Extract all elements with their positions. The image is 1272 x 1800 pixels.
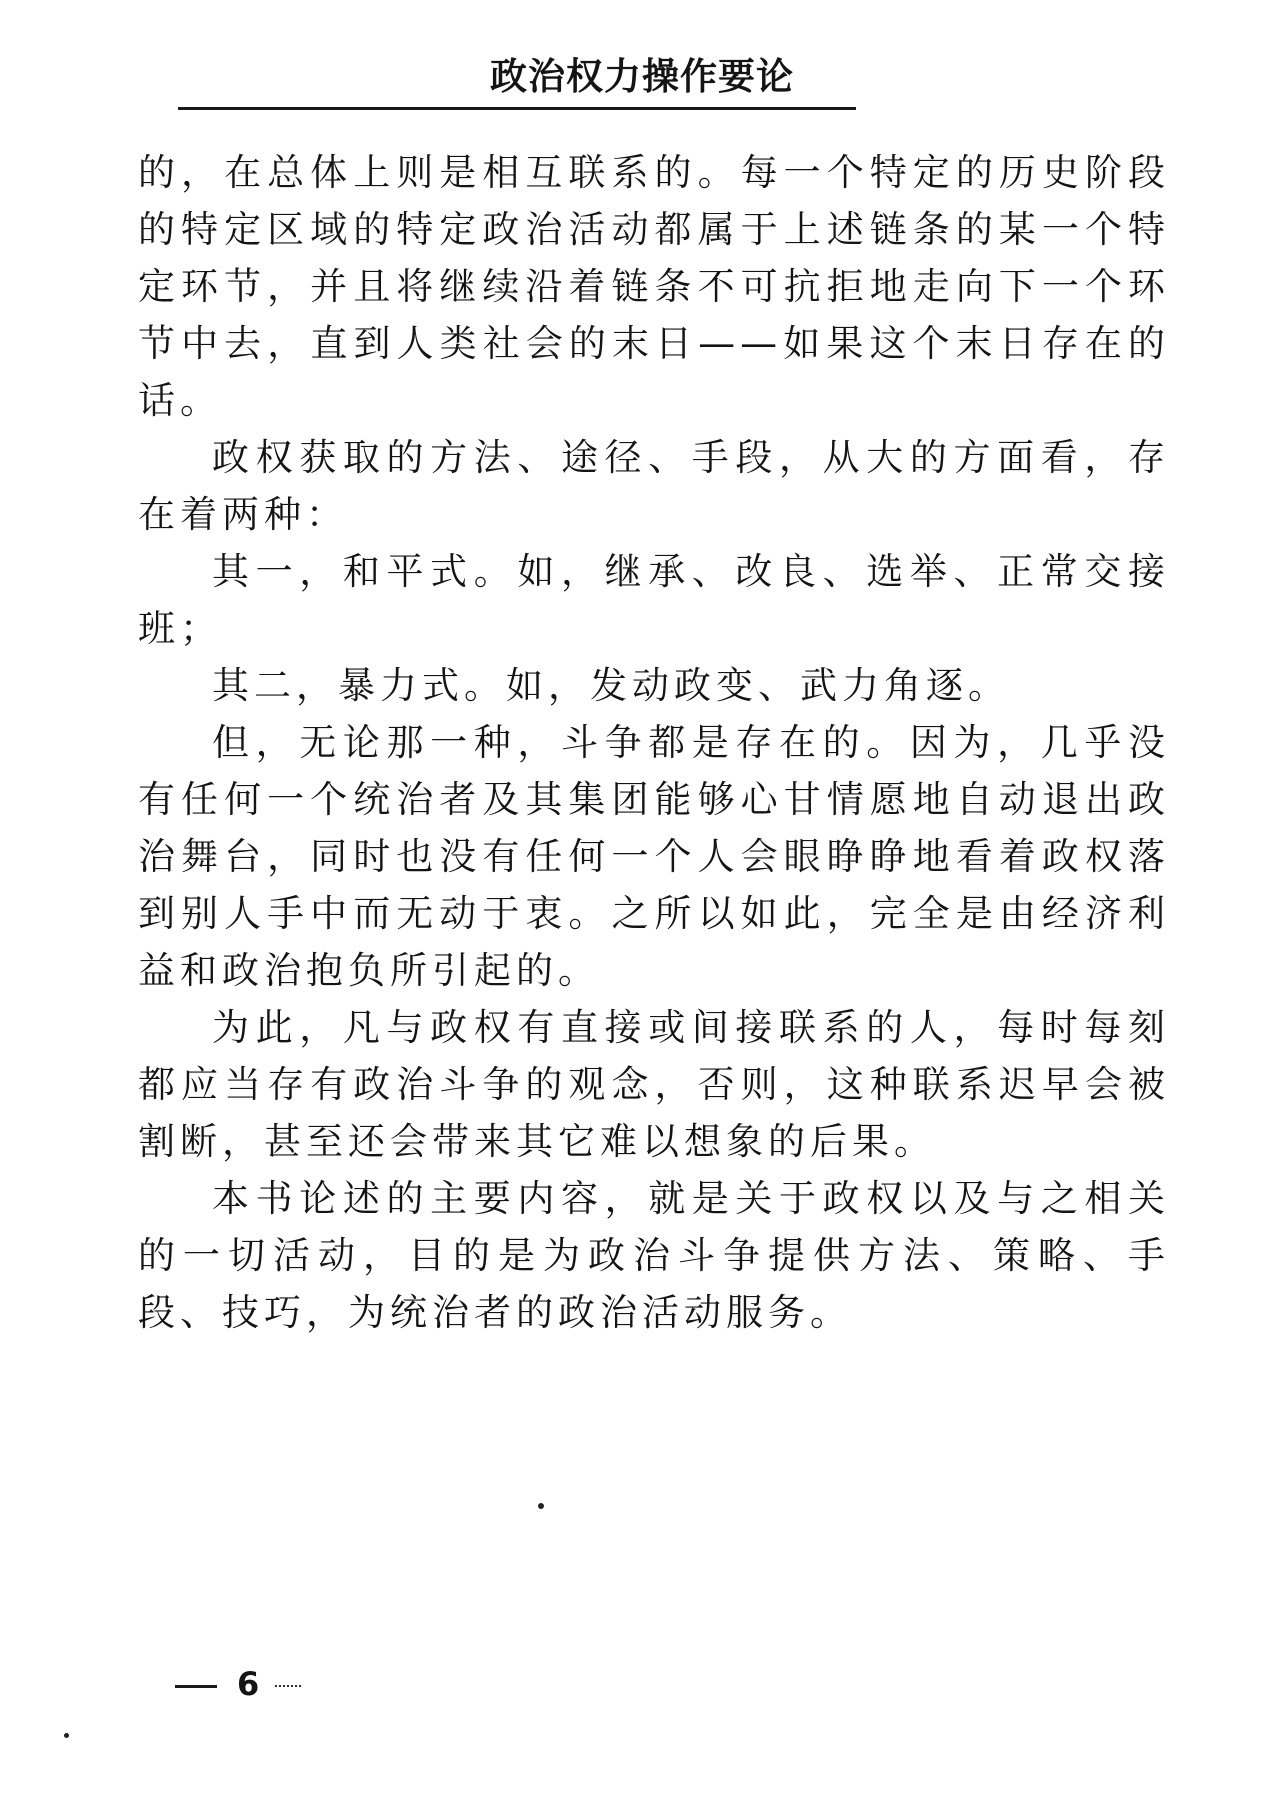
header-rule <box>178 107 856 110</box>
paragraph-continuation: 的，在总体上则是相互联系的。每一个特定的历史阶段的特定区域的特定政治活动都属于上述链条的某一个特定环节，并且将继续沿着链条不可抗拒地走向下一个环节中去，直到人类社会的末日——如果这个末日存在的话。 <box>138 151 1170 422</box>
paragraph: 其一，和平式。如，继承、改良、选举、正常交接班； <box>138 550 1170 650</box>
folio-dots <box>275 1685 301 1687</box>
scan-speck <box>538 1503 544 1509</box>
page-number-value: 6 <box>237 1665 260 1703</box>
paragraph: 为此，凡与政权有直接或间接联系的人，每时每刻都应当存有政治斗争的观念，否则，这种联系迟早会被割断，甚至还会带来其它难以想象的后果。 <box>138 1006 1170 1163</box>
paragraph: 其二，暴力式。如，发动政变、武力角逐。 <box>212 664 1010 707</box>
paragraph: 但，无论那一种，斗争都是存在的。因为，几乎没有任何一个统治者及其集团能够心甘情愿地自动退出政治舞台，同时也没有任何一个人会眼睁睁地看着政权落到别人手中而无动于衷。之所以如此，完全是由经济利益和政治抱负所引起的。 <box>138 721 1170 992</box>
folio-dash <box>175 1685 217 1688</box>
paragraph: 政权获取的方法、途径、手段，从大的方面看，存在着两种： <box>138 436 1170 536</box>
running-header-title: 政治权力操作要论 <box>490 55 794 98</box>
paragraph: 本书论述的主要内容，就是关于政权以及与之相关的一切活动，目的是为政治斗争提供方法、策略、手段、技巧，为统治者的政治活动服务。 <box>138 1177 1170 1334</box>
page-number <box>175 1665 301 1703</box>
scan-speck <box>64 1733 69 1738</box>
body-text <box>138 144 1170 1341</box>
